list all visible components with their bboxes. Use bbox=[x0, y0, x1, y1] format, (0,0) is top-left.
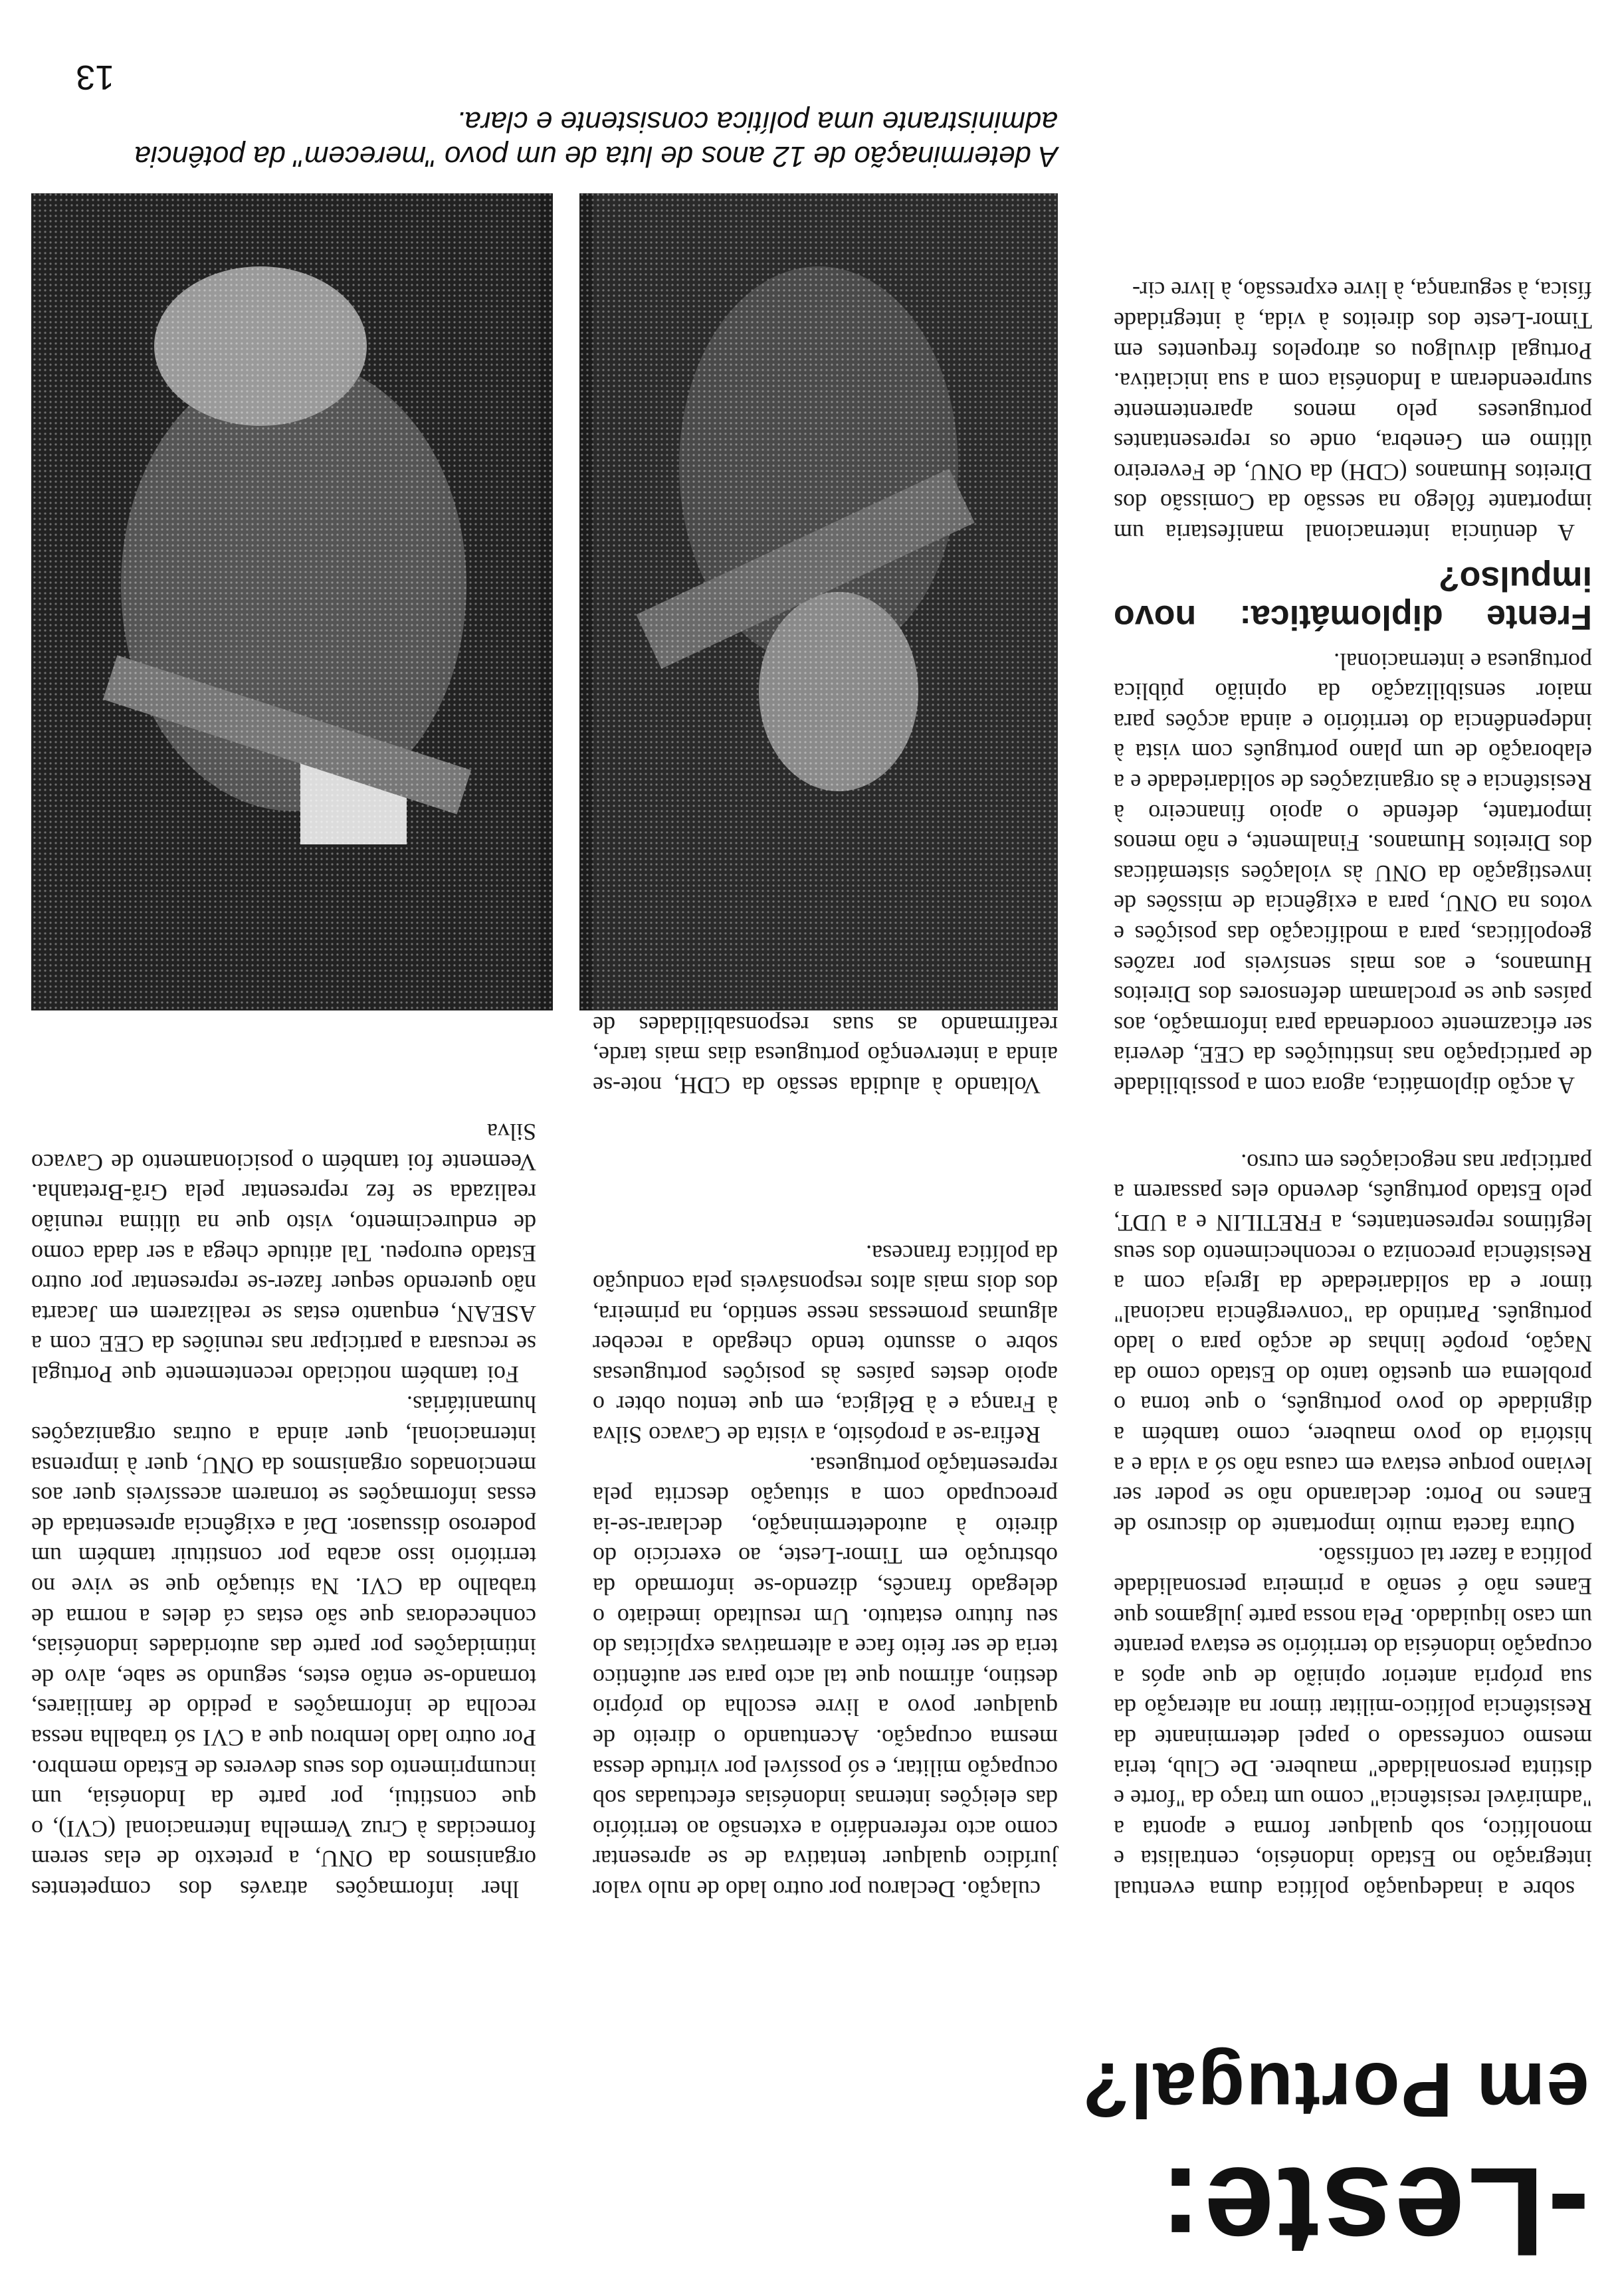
headline bbox=[1045, 2047, 1589, 2282]
paragraph: Foi também noticiado recentemente que Portugal se recusara a participar nas reuniões da CEE com a ASEAN, enquanto estas se realizarem em Jacarta não querendo sequer fazer-se representar por outro Estado europeu. Tal atitude chega a ser dada como de endurecimento, visto que na última reunião realizada se fez representar pela Grã-Bretanha. Veemente foi também o posicionamento de Cavaco Silva bbox=[31, 1119, 536, 1388]
article-column-2 bbox=[593, 1238, 1058, 1904]
paragraph: lher informações através dos competentes organismos da ONU, a pretexto de elas serem fornecidas à Cruz Vermelha Internacional (CVI), o que constitui, por parte da Indonésia, um incumprimento dos seus deveres de Estado membro. Por outro lado lembrou que a CVI só trabalha nessa recolha de informações a pedido de familiares, tornando-se então estes, segundo se sabe, alvo de intimidações por parte das autoridades indonésias, conhecedoras que são estas cá deles a norma de trabalho da CVI. Na situação que se vive no território isso acaba por constituir também um poderoso dissuasor. Daí a exigência apresentada de essas informações se tornarem acessíveis quer aos mencionados organismos da ONU, quer à imprensa internacional, quer ainda a outras organizações humanitárias. bbox=[31, 1391, 536, 1903]
article-column-1-continued bbox=[1114, 275, 1592, 1100]
paragraph: Outra faceta muito importante do discurso de Eanes no Porto: declarando não se poder ser leviano porque estava em causa não só a vida e a história do povo maubere, como também a dignidade do povo português, o que torna o problema em questão tanto do Estado como da Nação, propõe linhas de acção para o lado português. Partindo da "convergência nacional" timor e da solidariedade da Igreja com a Resistência preconiza o reconhecimento dos seus legítimos representantes, a FRETILIN e a UDT, pelo Estado português, devendo eles passarem a participar nas negociações em curso. bbox=[1114, 1149, 1592, 1539]
photo-caption: A determinação de 12 anos de luta de um povo "merecem" da potência administrante uma política consistente e clara. bbox=[134, 106, 1058, 173]
paragraph: Refira-se a propósito, a visita de Cavaco Silva à França e à Bélgica, em que tentou obter o apoio destes países às posições portuguesas sobre o assunto tendo chegado a receber algumas promessas nesse sentido, na primeira, dos dois mais altos responsáveis pela condução da política francesa. bbox=[593, 1240, 1058, 1449]
headline-line-2: em Portugal? bbox=[1080, 2047, 1589, 2133]
page-number: 13 bbox=[76, 58, 114, 96]
headline-line-1: -Leste: bbox=[1157, 2141, 1589, 2282]
halftone-photograph bbox=[31, 193, 1058, 1010]
paragraph: sobre a inadequação política duma eventual integração no Estado indonésio, centralista e monolítico, sob qualquer forma e aponta a "admirável resistência" como um traço da "forte e distinta personalidade" maubere. De Club, teria mesmo confessado o papel determinante da Resistência político-militar timor na alteração da sua própria anterior opinião de que após a ocupação indonésia do território se estava perante um caso liquidado. Pela nossa parte julgamos que Eanes não é senão a primeira personalidade política a fazer tal confissão. bbox=[1114, 1543, 1592, 1903]
paragraph: A acção diplomática, agora com a possibilidade de participação nas instituições da CEE, deveria ser eficazmente coordenada para informação, aos países que se proclamam defensores dos Direitos Humanos, e aos mais sensíveis por razões geopolíticas, para a modificação das posições e votos na ONU, para a exigência de missões de investigação da ONU às violações sistemáticas dos Direitos Humanos. Finalmente, e não menos importante, defende o apoio financeiro à Resistência e às organizações de solidariedade e a elaboração de um plano português com vista à independência do território e ainda acções para maior sensibilização da opinião pública portuguesa e internacional. bbox=[1114, 648, 1592, 1099]
photo-image bbox=[31, 193, 1058, 1010]
section-subheading: Frente diplomática: novo impulso? bbox=[1114, 559, 1592, 637]
article-column-1 bbox=[1114, 1147, 1592, 1904]
article-column-3 bbox=[31, 1117, 536, 1904]
paragraph: Voltando à aludida sessão da CDH, note-se ainda a intervenção portuguesa dias mais tarde, reafirmando as suas responsabilidades de bbox=[593, 1011, 1058, 1099]
paragraph: A denúncia internacional manifestaria um importante fôlego na sessão da Comissão dos Direitos Humanos (CDH) da ONU, de Fevereiro último em Genebra, onde os representantes portugueses pelo menos aparentemente surpreenderam a Indonésia com a sua iniciativa. Portugal divulgou os atropelos frequentes em Timor-Leste dos direitos à vida, à integridade física, à segurança, à livre expressão, à livre cir- bbox=[1114, 277, 1592, 547]
paragraph: culação. Declarou por outro lado de nulo valor jurídico qualquer tentativa de se apresentar como acto referendário a extensão ao território das eleições internas indonésias efectuadas sob ocupação militar, e só possível por virtude dessa mesma ocupação. Acentuando o direito de qualquer povo a livre escolha do próprio destino, afirmou que tal acto para ser autêntico teria de ser feito face a alternativas explícitas do seu futuro estatuto. Um resultado imediato o delegado francês, dizendo-se informado da obstrução em Timor-Leste, ao exercício do direito à autodeterminação, declarar-se-ia preocupado com a situação descrita pela representação portuguesa. bbox=[593, 1452, 1058, 1903]
